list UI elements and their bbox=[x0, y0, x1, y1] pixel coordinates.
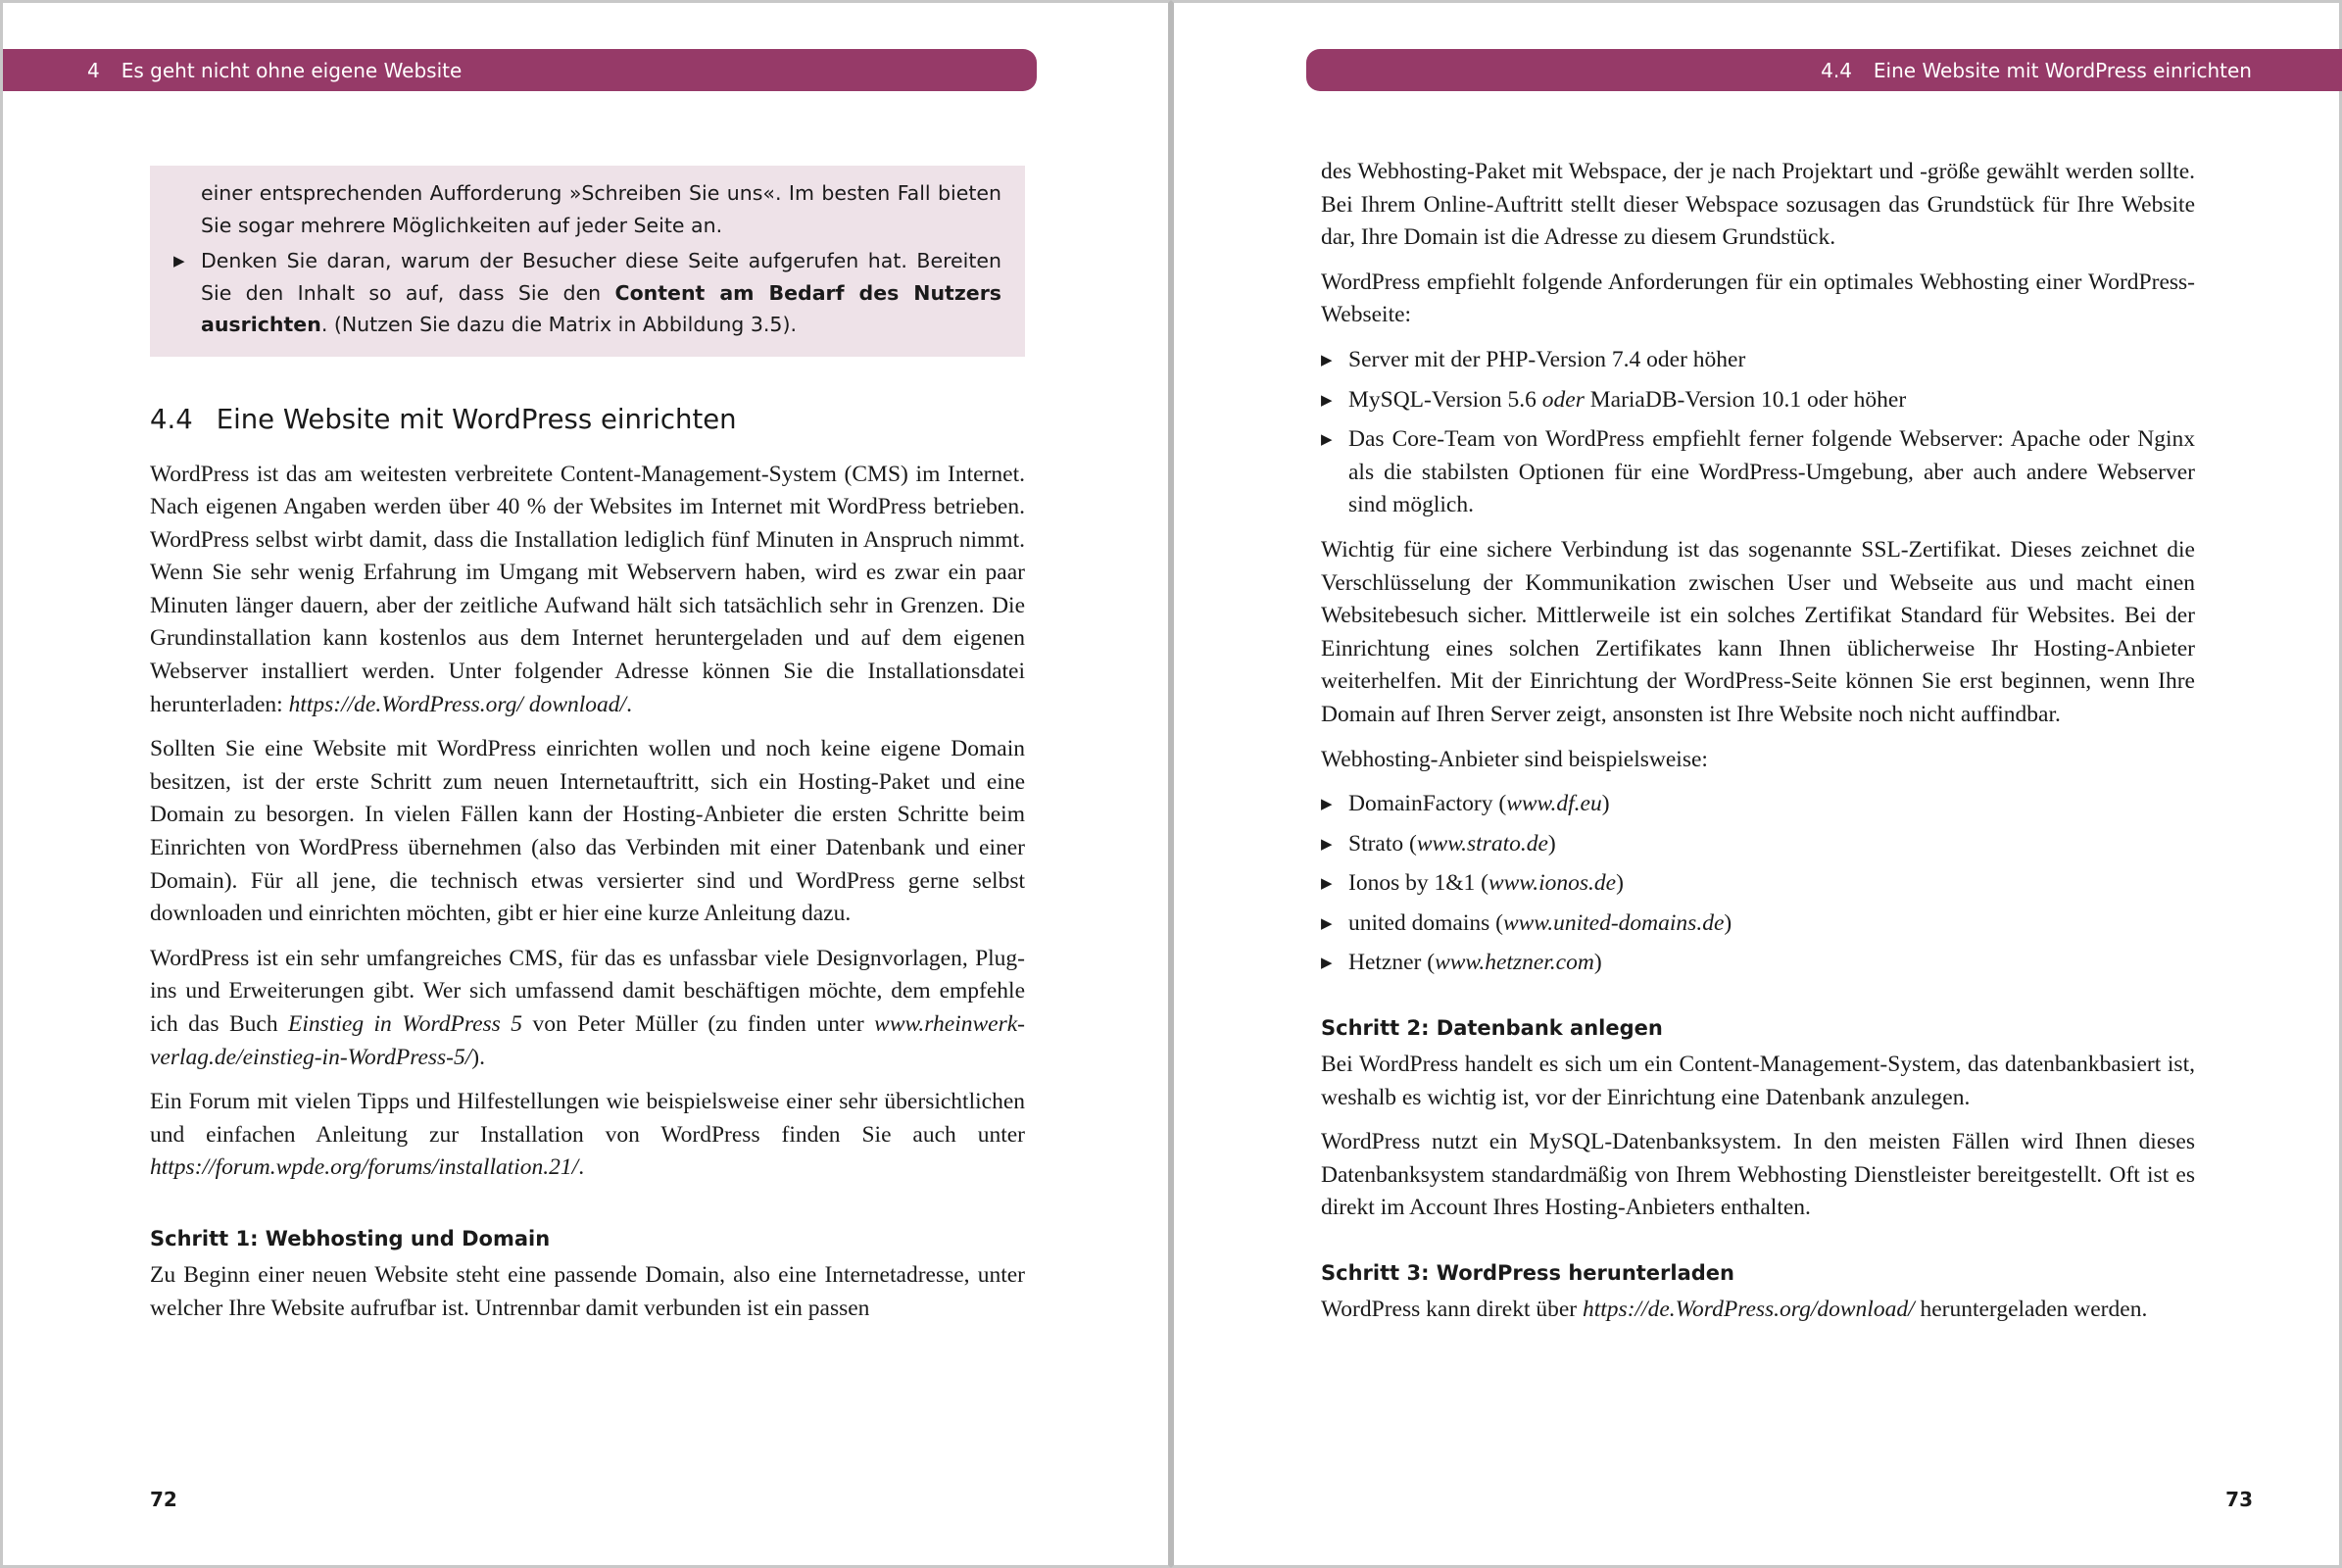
info-box-continued-text: einer entsprechenden Aufforderung »Schreiben Sie uns«. Im besten Fall bieten Sie sogar mehrere Möglichkeiten auf jeder Seite an. bbox=[201, 181, 1001, 237]
rheinwerk-link[interactable]: www.rheinwerk-verlag.de/einstieg-in-WordPress-5/ bbox=[150, 1011, 1025, 1070]
page-number-left: 72 bbox=[150, 1488, 177, 1511]
forum-link[interactable]: https://forum.wpde.org/forums/installation.21/ bbox=[150, 1154, 579, 1181]
paragraph-cms bbox=[150, 943, 1025, 1074]
step1-paragraph: Zu Beginn einer neuen Website steht eine passende Domain, also eine Internetadresse, unter welcher Ihre Website aufrufbar ist. Untrennbar damit verbunden ist ein passen bbox=[150, 1261, 1025, 1321]
provider-link[interactable]: www.united-domains.de bbox=[1502, 909, 1725, 936]
step3-heading: Schritt 3: WordPress herunterladen bbox=[1321, 1261, 1734, 1286]
cms-text: WordPress ist ein sehr umfangreiches CMS, für das es unfassbar viele Designvorlagen, Plug-ins und Erweiterungen gibt. Wer sich umfassend damit beschäftigen möchte, dem empfehle ich das Buch bbox=[150, 945, 1025, 1037]
header-section-number: 4.4 bbox=[1821, 58, 1852, 82]
provider-link[interactable]: www.strato.de bbox=[1416, 830, 1548, 857]
right-content bbox=[1321, 156, 2195, 1339]
list-item: ▶ DomainFactory (www.df.eu) bbox=[1321, 788, 2195, 821]
cms-end: ). bbox=[471, 1044, 485, 1070]
list-item bbox=[1321, 384, 2195, 417]
info-bullet-text: Denken Sie daran, warum der Besucher diese Seite aufgerufen hat. Bereiten Sie den Inhalt so auf, dass Sie den bbox=[201, 249, 1001, 305]
section-heading bbox=[150, 402, 1025, 437]
provider-name: Strato bbox=[1348, 830, 1404, 857]
forum-text: Ein Forum mit vielen Tipps und Hilfestellungen wie beispielsweise einer sehr übersichtlichen und einfachen Anleitung zur Installation von WordPress finden Sie auch unter bbox=[150, 1089, 1025, 1148]
list-item: ▶ Strato (www.strato.de) bbox=[1321, 828, 2195, 861]
paragraph-requirements-intro: WordPress empfiehlt folgende Anforderungen für ein optimales Webhosting einer WordPress-Webseite: bbox=[1321, 269, 2195, 328]
step3-paragraph bbox=[1321, 1294, 2195, 1327]
provider-name: Ionos by 1&1 bbox=[1348, 870, 1476, 897]
cms-text-mid: von Peter Müller (zu finden unter bbox=[522, 1011, 875, 1037]
header-section-title: Eine Website mit WordPress einrichten bbox=[1873, 58, 2252, 82]
book-title: Einstieg in WordPress 5 bbox=[288, 1011, 523, 1037]
step3-download-link[interactable]: https://de.WordPress.org/download/ bbox=[1583, 1297, 1915, 1323]
step1-heading: Schritt 1: Webhosting und Domain bbox=[150, 1226, 551, 1250]
chapter-header bbox=[3, 49, 1037, 91]
req2-or: oder bbox=[1541, 386, 1585, 413]
info-bullet-end: . (Nutzen Sie dazu die Matrix in Abbildung 3.5). bbox=[320, 313, 797, 336]
list-item: ▶ united domains (www.united-domains.de) bbox=[1321, 907, 2195, 941]
info-box bbox=[150, 166, 1025, 357]
step3-text-end: heruntergeladen werden. bbox=[1914, 1297, 2148, 1323]
section-header bbox=[1306, 49, 2342, 91]
section-title: Eine Website mit WordPress einrichten bbox=[216, 403, 737, 435]
provider-name: Hetzner bbox=[1348, 950, 1422, 976]
providers-list bbox=[1321, 788, 2195, 980]
step2-paragraph-1: Bei WordPress handelt es sich um ein Content-Management-System, das datenbankbasiert ist, weshalb es wichtig ist, vor der Einrichtung eine Datenbank anzulegen. bbox=[1321, 1052, 2195, 1110]
req2-text-end: MariaDB-Version 10.1 oder höher bbox=[1584, 386, 1907, 413]
list-item: ▶ Ionos by 1&1 (www.ionos.de) bbox=[1321, 867, 2195, 901]
wordpress-download-link[interactable]: https://de.WordPress.org/ download/ bbox=[288, 691, 627, 717]
paragraph-webspace: des Webhosting-Paket mit Webspace, der je nach Projektart und -größe gewählt werden sollte. Bei Ihrem Online-Auftritt stellt dieser Webspace sozusagen das Grundstück für Ihre Website dar, Ihre Domain ist die Adresse zu diesem Grundstück. bbox=[1321, 159, 2195, 251]
step2-paragraph-2: WordPress nutzt ein MySQL-Datenbanksystem. In den meisten Fällen wird Ihnen dieses Datenbanksystem standardmäßig von Ihrem Webhosting Dienstleister bereitgestellt. Oft ist es direkt im Account Ihres Hosting-Anbieters enthalten. bbox=[1321, 1129, 2195, 1221]
info-bullet-bold: Content am Bedarf des Nutzers ausrichten bbox=[201, 280, 1002, 336]
forum-end: . bbox=[578, 1154, 585, 1181]
chapter-title: Es geht nicht ohne eigene Website bbox=[121, 58, 463, 82]
left-content bbox=[150, 166, 1025, 1337]
req2-text: MySQL-Version 5.6 bbox=[1348, 386, 1542, 413]
info-box-bullet bbox=[173, 245, 1001, 341]
provider-name: united domains bbox=[1348, 909, 1490, 936]
list-item: ▶ Server mit der PHP-Version 7.4 oder höher bbox=[1321, 344, 2195, 377]
provider-link[interactable]: www.df.eu bbox=[1506, 791, 1602, 817]
paragraph-intro bbox=[150, 459, 1025, 722]
requirements-list bbox=[1321, 344, 2195, 522]
provider-name: DomainFactory bbox=[1348, 791, 1493, 817]
section-number: 4.4 bbox=[150, 403, 193, 435]
list-item: ▶ Hetzner (www.hetzner.com) bbox=[1321, 947, 2195, 980]
paragraph-hosting: Sollten Sie eine Website mit WordPress einrichten wollen und noch keine eigene Domain besitzen, ist der erste Schritt zum neuen Internetauftritt, sich ein Hosting-Paket und eine Domain zu besorgen. In vielen Fällen kann der Hosting-Anbieter die ersten Schritte beim Einrichten von WordPress übernehmen (also das Verbinden mit einer Datenbank und einer Domain). Für all jene, die technisch etwas versierter sind und WordPress gerne selbst downloaden und einrichten möchten, gibt er hier eine kurze Anleitung dazu. bbox=[150, 736, 1025, 927]
chapter-number: 4 bbox=[87, 58, 100, 82]
provider-link[interactable]: www.hetzner.com bbox=[1435, 950, 1594, 976]
paragraph-forum bbox=[150, 1086, 1025, 1185]
paragraph-providers-intro: Webhosting-Anbieter sind beispielsweise: bbox=[1321, 746, 1708, 772]
intro-end: . bbox=[626, 691, 632, 717]
list-item: ▶ Das Core-Team von WordPress empfiehlt ferner folgende Webserver: Apache oder Nginx als die stabilsten Optionen für eine WordPress-Umgebung, aber auch andere Webserver sind möglich. bbox=[1321, 423, 2195, 522]
paragraph-ssl: Wichtig für eine sichere Verbindung ist das sogenannte SSL-Zertifikat. Dieses zeichnet die Verschlüsselung der Kommunikation zwischen User und Webseite aus und macht einen Websitebesuch sicher. Mittlerweile ist ein solches Zertifikat Standard für Websites. Bei der Einrichtung eines solchen Zertifikates kann Ihnen üblicherweise Ihr Hosting-Anbieter weiterhelfen. Mit der Einrichtung der WordPress-Seite können Sie erst beginnen, wenn Ihre Domain auf Ihren Server zeigt, ansonsten ist Ihre Website noch nicht auffindbar. bbox=[1321, 536, 2195, 727]
intro-text: WordPress ist das am weitesten verbreitete Content-Management-System (CMS) im Internet. Nach eigenen Angaben werden über 40 % der Websites im Internet mit WordPress betrieben. WordPress selbst wirbt damit, dass die Installation lediglich fünf Minuten in Anspruch nimmt. Wenn Sie sehr wenig Erfahrung im Umgang mit Webservern haben, wird es zwar ein paar Minuten länger dauern, aber der zeitliche Aufwand hält sich tatsächlich sehr in Grenzen. Die Grundinstallation kann kostenlos aus dem Internet heruntergeladen und auf dem eigenen Webserver installiert werden. Unter folgender Adresse können Sie die Installationsdatei herunterladen: bbox=[150, 461, 1025, 717]
step3-text: WordPress kann direkt über bbox=[1321, 1297, 1583, 1323]
provider-link[interactable]: www.ionos.de bbox=[1488, 870, 1617, 897]
page-number-right: 73 bbox=[2225, 1488, 2253, 1511]
step2-heading: Schritt 2: Datenbank anlegen bbox=[1321, 1016, 1663, 1041]
right-page bbox=[1171, 0, 2342, 1568]
